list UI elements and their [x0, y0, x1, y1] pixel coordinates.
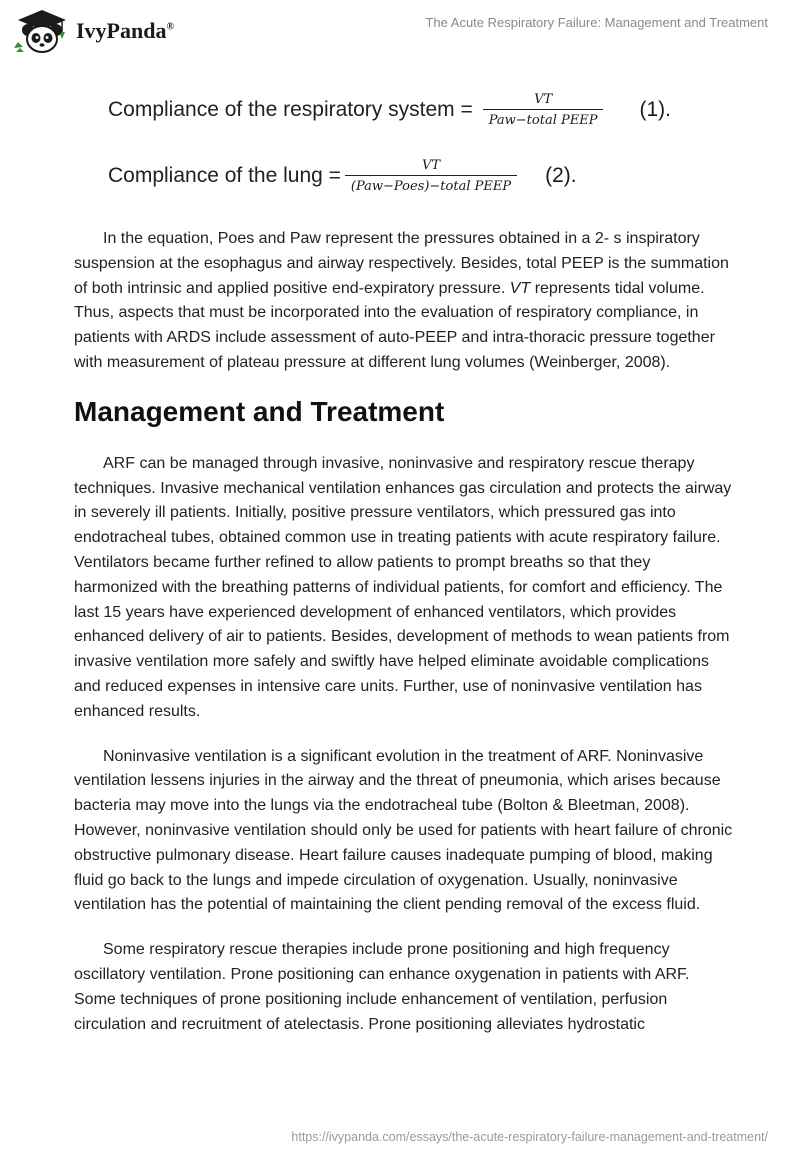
formula-lhs: Compliance of the respiratory system = [108, 98, 473, 121]
formula-fraction [345, 158, 517, 194]
paragraph-management: ARF can be managed through invasive, noninvasive and respiratory rescue therapy techniques. Invasive mechanical ventilation enhances gas circulation and protects the airway in severely ill patients. Initially, positive pressure ventilators, which pressured gas into endotracheal tubes, obtained common use in treating patients with acute respiratory failure. Ventilators became further refined to allow patients to prompt breaths so that they harmonized with the breathing patterns of individual patients, for comfort and efficiency. The last 15 years have experienced development of enhanced ventilators, which provides enhanced delivery of air to patients. Besides, development of methods to wean patients from invasive ventilation more safely and swiftly have helped eliminate avoidable complications and reduced expenses in intensive care units. Further, use of noninvasive ventilation has enhanced results. [74, 454, 732, 720]
formula-respiratory-compliance [108, 80, 748, 140]
logo-text: IvyPanda® [76, 18, 174, 43]
formula-lhs: Compliance of the lung = [108, 164, 341, 187]
formula-block [108, 80, 748, 206]
formula-denominator: Paw−total PEEP [483, 109, 604, 128]
formula-lung-compliance [108, 146, 748, 206]
formula-numerator: VT [534, 92, 553, 107]
paragraph-noninvasive: Noninvasive ventilation is a significant evolution in the treatment of ARF. Noninvasive ventilation lessens injuries in the airway and the threat of pneumonia, which arises because bacteria may move into the lungs via the endotracheal tube (Bolton & Bleetman, 2008). However, noninvasive ventilation should only be used for patients with heart failure of chronic obstructive pulmonary disease. Heart failure causes inadequate pumping of blood, making fluid go back to the lungs and impede circulation of oxygenation. Usually, noninvasive ventilation has the potential of maintaining the client pending removal of the excess fluid. [74, 747, 733, 914]
formula-denominator: (Paw−Poes)−total PEEP [345, 175, 517, 194]
ivypanda-logo[interactable] [14, 8, 174, 54]
panda-graduate-icon [14, 8, 70, 54]
essay-body [74, 227, 734, 1057]
formula-number: (1). [639, 98, 671, 121]
page-header [0, 0, 800, 60]
document-title: The Acute Respiratory Failure: Management and Treatment [425, 15, 768, 30]
formula-numerator: VT [421, 158, 441, 173]
formula-number: (2). [545, 164, 577, 187]
source-url[interactable]: https://ivypanda.com/essays/the-acute-respiratory-failure-management-and-treatment/ [291, 1130, 768, 1144]
paragraph-equation-explanation: In the equation, Poes and Paw represent the pressures obtained in a 2- s inspiratory suspension at the esophagus and airway respectively. Besides, total PEEP is the summation of both intrinsic and applied positive end-expiratory pressure. VT represents tidal volume. Thus, aspects that must be incorporated into the evaluation of respiratory compliance, in patients with ARDS include assessment of auto-PEEP and intra-thoracic pressure together with measurement of plateau pressure at different lung volumes (Weinberger, 2008). [74, 230, 729, 371]
paragraph-rescue-therapies: Some respiratory rescue therapies include prone positioning and high frequency oscillatory ventilation. Prone positioning can enhance oxygenation in patients with ARF. Some techniques of prone positioning include enhancement of ventilation, perfusion circulation and recruitment of atelectasis. Prone positioning alleviates hydrostatic [74, 941, 690, 1033]
formula-fraction [483, 92, 604, 128]
section-heading: Management and Treatment [74, 395, 445, 427]
